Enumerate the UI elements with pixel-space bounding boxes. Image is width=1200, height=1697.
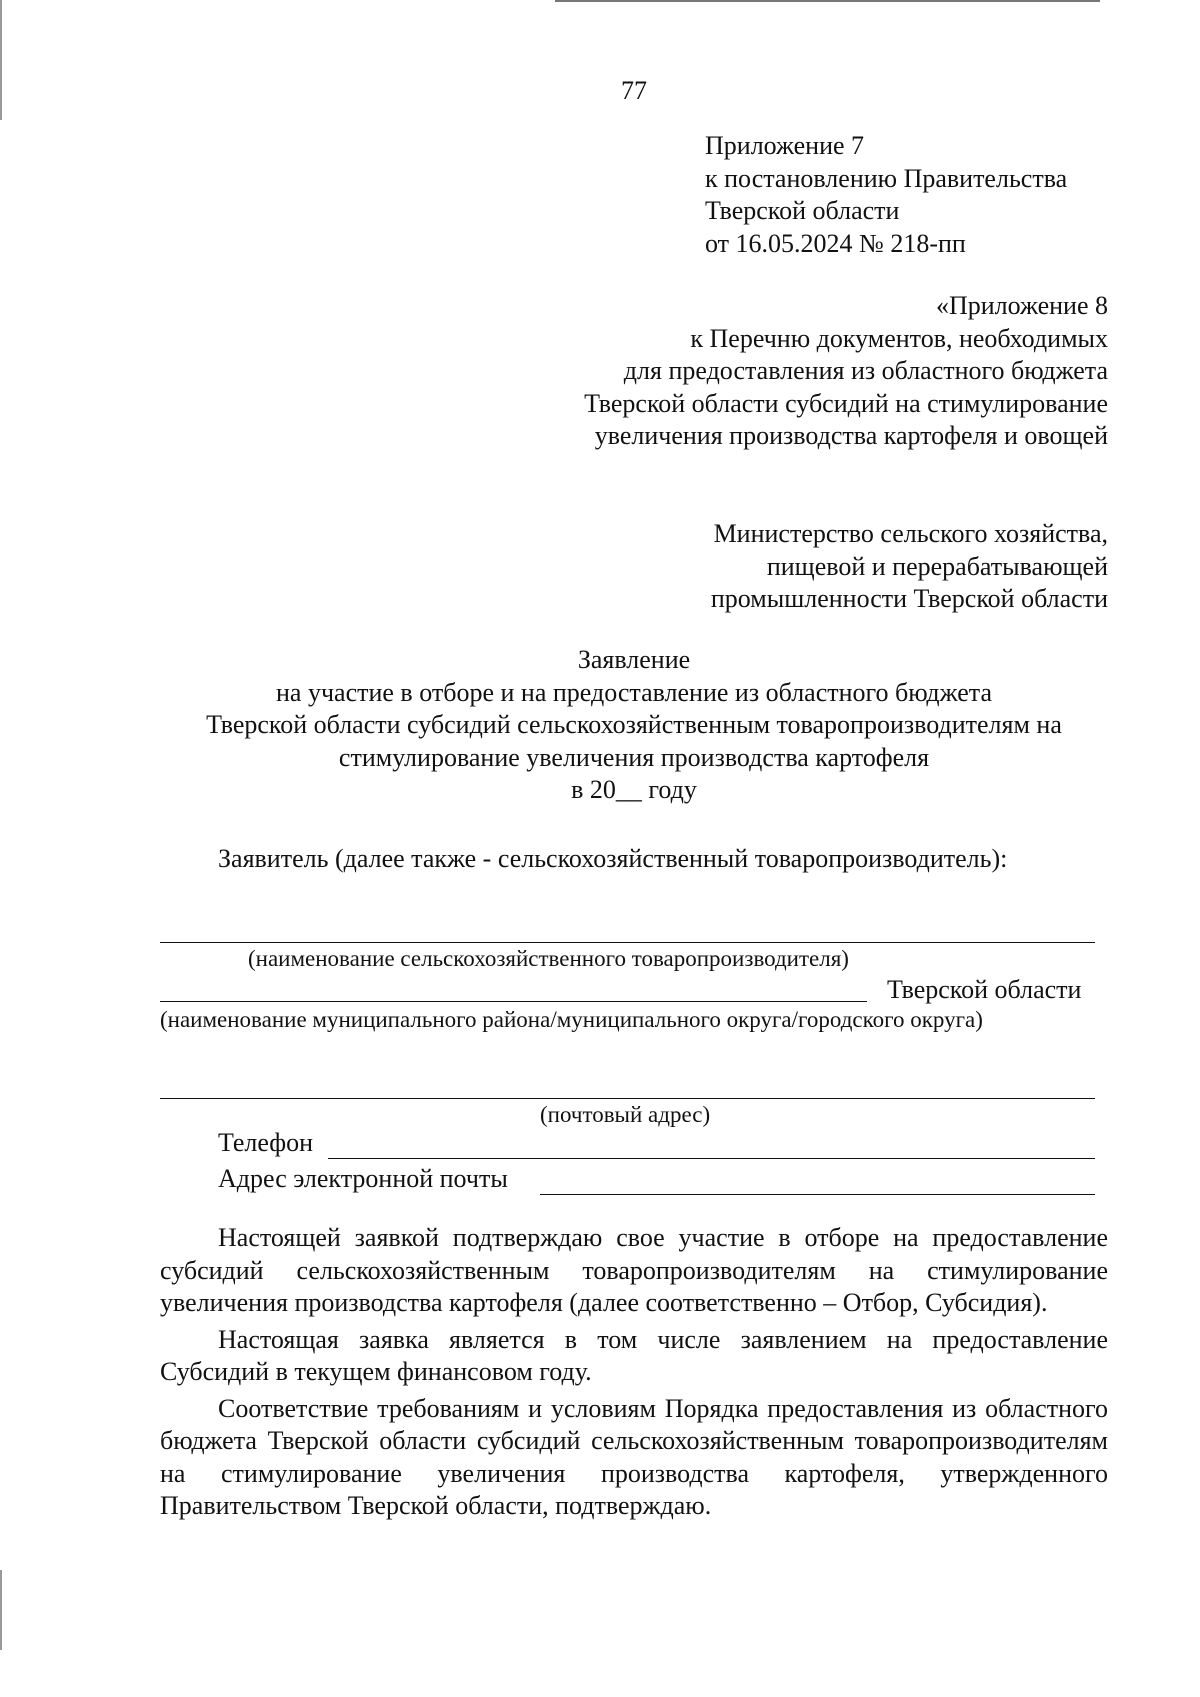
page-number: 77 <box>621 76 647 105</box>
postal-address-field[interactable] <box>160 1098 1095 1099</box>
appendix-8-line: увеличения производства картофеля и овощей <box>594 421 1108 450</box>
appendix-8-line: «Приложение 8 <box>935 291 1108 320</box>
phone-field[interactable] <box>328 1158 1095 1159</box>
appendix-8-line: к Перечню документов, необходимых <box>690 323 1108 353</box>
appendix-8-header <box>584 290 1108 453</box>
paragraph: Соответствие требованиям и условиям Порядка предоставления из областного бюджета Тверской области субсидий сельскохозяйственным товаропроизводителям на стимулирование увеличения производства картофеля, утвержденного Правительством Тверской области, подтверждаю. <box>160 1393 1108 1520</box>
paragraph: Настоящей заявкой подтверждаю свое участие в отборе на предоставление субсидий сельскохозяйственным товаропроизводителям на стимулирование увеличения производства картофеля (далее соответственно – Отбор, Субсидия). <box>160 1223 1108 1317</box>
addressee-line: промышленности Тверской области <box>710 584 1108 613</box>
scan-artifact-left-edge-bottom <box>0 1570 2 1650</box>
appendix-7-line: от 16.05.2024 № 218-пп <box>705 228 966 258</box>
title-line: Заявление <box>577 645 691 674</box>
paragraph: Настоящая заявка является в том числе заявлением на предоставление Субсидий в текущем финансовом году. <box>160 1324 1108 1386</box>
appendix-7-header <box>705 130 1067 260</box>
appendix-7-line: Тверской области <box>705 196 900 225</box>
title-line: стимулирование увеличения производства картофеля <box>338 742 930 772</box>
district-field[interactable] <box>160 1001 867 1002</box>
appendix-8-line: Тверской области субсидий на стимулирование <box>584 388 1108 418</box>
addressee-block <box>711 518 1108 616</box>
producer-name-caption: (наименование сельскохозяйственного товаропроизводителя) <box>248 946 849 971</box>
appendix-7-line: к постановлению Правительства <box>705 163 1068 193</box>
producer-name-field[interactable] <box>160 942 1095 943</box>
addressee-line: Министерство сельского хозяйства, <box>713 519 1108 548</box>
phone-label: Телефон <box>218 1128 314 1157</box>
email-label: Адрес электронной почты <box>218 1164 508 1193</box>
title-line: на участие в отборе и на предоставление из областного бюджета <box>276 677 992 707</box>
title-line: Тверской области субсидий сельскохозяйственным товаропроизводителям на <box>206 710 1062 739</box>
scan-artifact-top-line <box>555 0 1100 2</box>
postal-address-caption: (почтовый адрес) <box>540 1102 711 1127</box>
district-caption: (наименование муниципального района/муниципального округа/городского округа) <box>160 1007 983 1032</box>
appendix-8-line: для предоставления из областного бюджета <box>623 356 1108 385</box>
addressee-line: пищевой и перерабатывающей <box>766 551 1108 581</box>
applicant-label: Заявитель (далее также - сельскохозяйственный товаропроизводитель): <box>218 844 1008 873</box>
title-line: в 20__ году <box>571 775 697 804</box>
body-text <box>160 1222 1108 1523</box>
document-title <box>0 644 1200 807</box>
appendix-7-line: Приложение 7 <box>705 131 865 160</box>
region-suffix: Тверской области <box>887 975 1082 1004</box>
email-field[interactable] <box>540 1194 1095 1195</box>
